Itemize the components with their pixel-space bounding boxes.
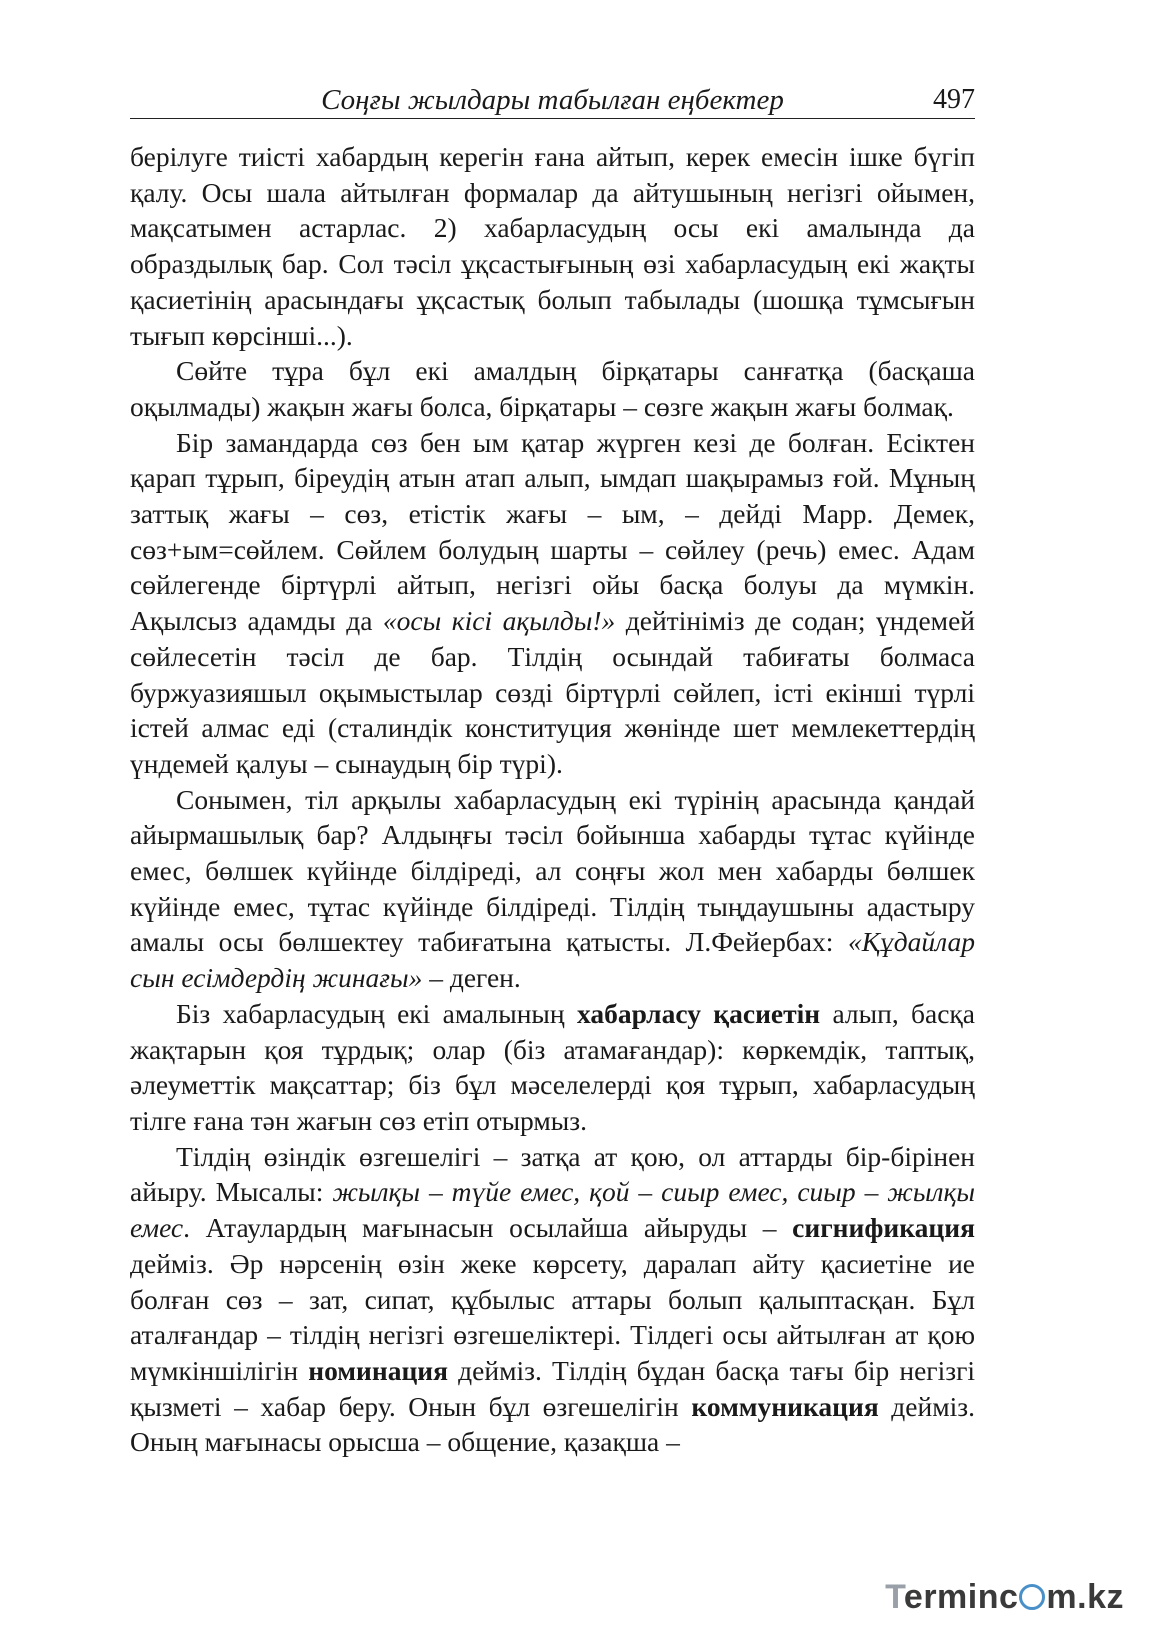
- text-run: . Атаулардың мағынасын осылайша айыруды –: [183, 1212, 793, 1244]
- bold-term: коммуникация: [691, 1390, 879, 1422]
- paragraph: [130, 425, 975, 782]
- text-run: берілуге тиісті хабардың керегін ғана айтып, керек емесін ішке бүгіп қалу. Осы шала айтылған формалар да айтушының негізгі ойымен, мақсатымен астарлас. 2) хабарласудың осы екі амалында да образдылық бар. Сол тәсіл ұқсастығының өзі хабарласудың екі жақты қасиетінің арасындағы ұқсастық болып табылады (шошқа тұмсығын тығып көрсінші...).: [130, 141, 975, 351]
- paragraph: [130, 782, 975, 996]
- paragraph: [130, 996, 975, 1139]
- italic-quote: «Құдайлар сын есімдердің жинағы»: [130, 926, 975, 994]
- text-run: дейміз. Тілдің бұдан басқа тағы бір негізгі қызметі – хабар беру. Онын бұл өзгешелігін: [130, 1354, 976, 1422]
- text-run: Сөйте тұра бұл екі амалдың бірқатары санғатқа (басқаша оқылмады) жақын жағы болса, бірқатары – сөзге жақын жағы болмақ.: [130, 355, 975, 422]
- text-run: Сонымен, тіл арқылы хабарласудың екі түрінің арасында қандай айырмашылық бар? Алдыңғы тәсіл бойынша хабарды тұтас күйінде емес, бөлшек күйінде білдіреді, ал соңғы жол мен хабарды бөлшек күйінде емес, тұтас күйінде білдіреді. Тілдің тыңдаушыны адастыру амалы осы бөлшектеу табиғатына қатысты. Л.Фейербах:: [130, 783, 975, 958]
- bold-term: номинация: [308, 1354, 449, 1386]
- watermark-t-letter: T: [885, 1578, 904, 1616]
- running-header-title: Соңғы жылдары табылған еңбектер: [321, 84, 784, 116]
- text-run: – деген.: [422, 962, 521, 994]
- text-run: Бір замандарда сөз бен ым қатар жүрген кезі де болған. Есіктен қарап тұрып, біреудің атын атап алып, ымдап шақырамыз ғой. Мұның заттық жағы – сөз, етістік жағы – ым, – дейді Марр. Демек, сөз+ым=сөйлем. Сөйлем болудың шарты – сөйлеу (речь) емес. Адам сөйлегенде біртүрлі айтып, негізгі ойы басқа болуы да мүмкін. Ақылсыз адамды да: [130, 426, 975, 637]
- text-run: Тілдің өзіндік өзгешелігі – затқа ат қою, ол аттарды бір-бірінен айыру. Мысалы:: [130, 1140, 975, 1208]
- body-text: [130, 139, 975, 1460]
- italic-quote: жылқы – түйе емес, қой – сиыр емес, сиыр – жылқы емес: [130, 1176, 975, 1244]
- watermark-text-part2: m.kz: [1046, 1578, 1124, 1616]
- text-run: дейтініміз де содан; үндемей сөйлесетін тәсіл де бар. Тілдің осындай табиғаты болмаса буржуазияшыл оқымыстылар сөзді біртүрлі сөйлеп, істі екінші түрлі істей алмас еді (сталиндік конституция жөнінде шет мемлекеттердің үндемей қалуы – сынаудың бір түрі).: [130, 605, 975, 779]
- paragraph: [130, 1139, 975, 1460]
- bold-term: сигнификация: [792, 1212, 975, 1244]
- terminkom-watermark-logo: [885, 1578, 1124, 1617]
- text-run: алып, басқа жақтарын қоя тұрдық; олар (біз атамағандар): көркемдік, таптық, әлеуметтік мақсаттар; біз бұл мәселелерді қоя тұрып, хабарласудың тілге ғана тән жағын сөз етіп отырмыз.: [130, 997, 975, 1136]
- text-run: дейміз. Оның мағынасы орысша – общение, қазақша –: [130, 1390, 975, 1458]
- running-header: [130, 84, 975, 119]
- watermark-o-circle-icon: [1019, 1584, 1045, 1610]
- page-number: 497: [933, 84, 975, 115]
- text-run: Біз хабарласудың екі амалының: [176, 997, 577, 1029]
- watermark-text-part1: erminc: [903, 1578, 1019, 1616]
- paragraph: [130, 139, 975, 353]
- paragraph: [130, 353, 975, 424]
- italic-quote: «осы кісі ақылды!»: [382, 605, 616, 637]
- bold-term: хабарласу қасиетін: [576, 997, 821, 1029]
- text-run: дейміз. Әр нәрсенің өзін жеке көрсету, даралап айту қасиетіне ие болған сөз – зат, сипат, құбылыс аттары болып қалыптасқан. Бұл аталғандар – тілдің негізгі өзгешеліктері. Тілдегі осы айтылған ат қою мүмкіншілігін: [130, 1247, 975, 1386]
